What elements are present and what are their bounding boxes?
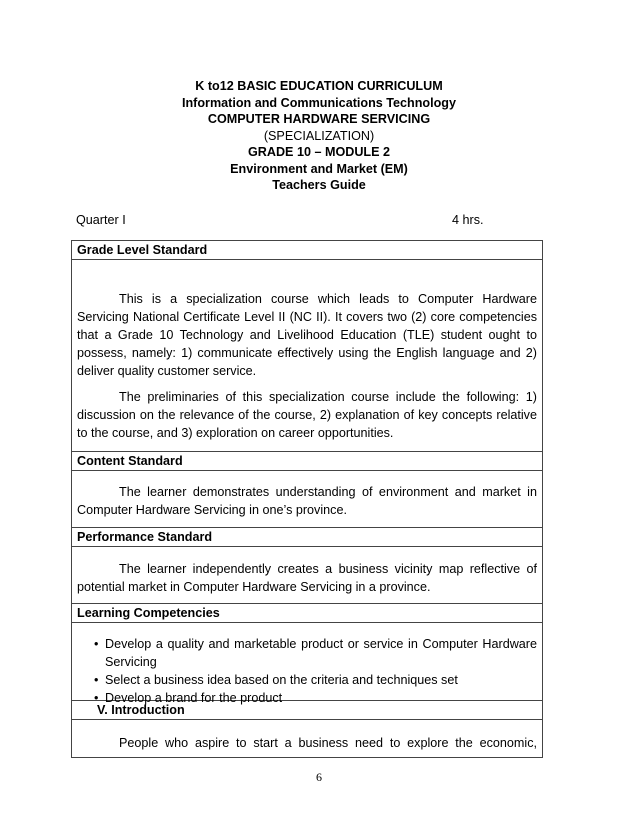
standards-table (71, 240, 543, 758)
content-standard-paragraph: The learner demonstrates understanding of environment and market in Computer Hardware Servicing in one’s province. (77, 485, 537, 517)
specialization-label: (SPECIALIZATION) (263, 128, 375, 143)
quarter-label: Quarter I (76, 213, 126, 227)
competency-item: • Develop a quality and marketable product or service in Computer Hardware Servicing (105, 635, 537, 671)
introduction-body (72, 720, 542, 758)
performance-standard-heading: Performance Standard (72, 528, 542, 547)
learning-competencies-heading: Learning Competencies (72, 604, 542, 623)
document-header (0, 78, 638, 194)
specialization-title: COMPUTER HARDWARE SERVICING (207, 112, 431, 126)
performance-standard-body (72, 547, 542, 604)
grade-level-paragraph-1: This is a specialization course which leads to Computer Hardware Servicing National Certificate Level II (NC II). It covers two (2) core competencies that a Grade 10 Technology and Livelihood Education (TLE) student ought to possess, namely: 1) communicate effectively using the English language and 2) deliver quality customer service. (77, 292, 537, 378)
grade-level-body (72, 260, 542, 452)
competency-item: • Select a business idea based on the criteria and techniques set (105, 671, 537, 689)
guide-title: Teachers Guide (272, 178, 366, 192)
content-standard-body (72, 471, 542, 528)
content-standard-heading: Content Standard (72, 452, 542, 471)
grade-module: GRADE 10 – MODULE 2 (247, 145, 391, 159)
subject-title: Information and Communications Technology (181, 95, 457, 110)
page-number: 6 (316, 770, 322, 784)
competency-item: • Develop a brand for the product (105, 689, 537, 707)
introduction-heading: V. Introduction (72, 701, 542, 720)
learning-competencies-body (72, 623, 542, 705)
hours-label: 4 hrs. (452, 213, 484, 227)
competencies-list (77, 635, 537, 707)
curriculum-title: K to12 BASIC EDUCATION CURRICULUM (195, 79, 443, 93)
introduction-paragraph: People who aspire to start a business need to explore the economic, (119, 736, 537, 750)
module-title: Environment and Market (EM) (230, 161, 408, 176)
grade-level-paragraph-2: The preliminaries of this specialization course include the following: 1) discussion on the relevance of the course, 2) explanation of key concepts relative to the course, and 3) exploration on career opportunities. (77, 390, 537, 440)
performance-standard-paragraph: The learner independently creates a business vicinity map reflective of potential market in Computer Hardware Servicing in a province. (77, 562, 537, 594)
grade-level-heading: Grade Level Standard (72, 241, 542, 260)
